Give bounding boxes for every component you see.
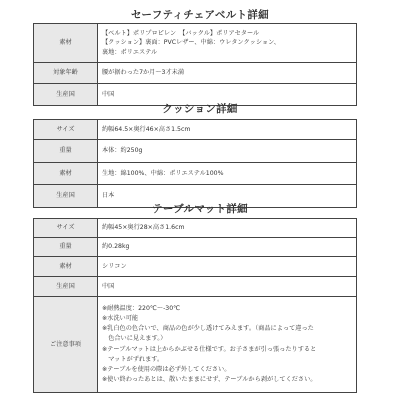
note-line: ※使い終わったあとは、散いたままにせず、テーブルから剥がしてください。: [102, 376, 317, 384]
row-value: 腰が据わった7か月～3才未満: [98, 63, 357, 84]
row-value: [98, 24, 357, 63]
row-label: 重量: [34, 140, 98, 163]
table-row: [34, 238, 357, 257]
table-row: [34, 24, 357, 63]
table-row: [34, 163, 357, 185]
row-value: 日本: [98, 185, 357, 208]
notes-label: ご注意事項: [34, 297, 98, 393]
row-value: 約幅45×奥行28×高さ1.6cm: [98, 219, 357, 238]
row-value: 中国: [98, 277, 357, 297]
note-line: ※水洗い可能: [102, 314, 139, 322]
row-label: 生産国: [34, 277, 98, 297]
belt-section-title: セーフティチェアベルト詳細: [131, 9, 269, 21]
row-label: 素材: [34, 24, 98, 63]
note-line: マットがずれます。: [102, 355, 164, 363]
table-row: [34, 120, 357, 140]
note-line: 色合いに見えます。）: [102, 335, 167, 343]
table-row: [34, 257, 357, 277]
table-row: [34, 277, 357, 297]
row-label: 対象年齢: [34, 63, 98, 84]
row-value: シリコン: [98, 257, 357, 277]
table-row: [34, 219, 357, 238]
value-line: 裏地：ポリエステル: [102, 48, 158, 56]
value-line: 【クッション】裏面：PVCレザー、中綿：ウレタンクッション、: [102, 39, 280, 47]
mat-spec-table: [33, 218, 357, 393]
table-row: [34, 63, 357, 84]
row-label: 素材: [34, 257, 98, 277]
row-label: 重量: [34, 238, 98, 257]
note-line: ※テーブルマットは上からかぶせる仕様です。お子さまが引っ張ったりすると: [102, 345, 317, 353]
table-row: [34, 297, 357, 393]
row-value: 中国: [98, 84, 357, 106]
row-value: 約0.28kg: [98, 238, 357, 257]
row-label: サイズ: [34, 219, 98, 238]
row-label: 生産国: [34, 84, 98, 106]
note-line: ※乳白色の色合いで、商品の色が少し透けてみえます。（商品によって違った: [102, 325, 314, 333]
row-value: 生地：綿100%、中綿：ポリエステル100%: [98, 163, 357, 185]
table-row: [34, 140, 357, 163]
note-line: ※テーブルを使用の際は必ず外してください。: [102, 365, 231, 373]
row-value: 約幅64.5×奥行46×高さ1.5cm: [98, 120, 357, 140]
mat-section-title: テーブルマット詳細: [152, 203, 248, 215]
cushion-section-title: クッション詳細: [162, 103, 238, 115]
row-label: 素材: [34, 163, 98, 185]
note-line: ※耐熱温度：220℃～-30℃: [102, 304, 181, 312]
notes-value: [98, 297, 357, 393]
belt-spec-table: [33, 23, 357, 106]
row-label: サイズ: [34, 120, 98, 140]
cushion-spec-table: [33, 119, 357, 208]
row-value: 本体：約250g: [98, 140, 357, 163]
value-line: 【ベルト】ポリプロピレン 【バックル】ポリアセタール: [102, 29, 260, 37]
row-label: 生産国: [34, 185, 98, 208]
